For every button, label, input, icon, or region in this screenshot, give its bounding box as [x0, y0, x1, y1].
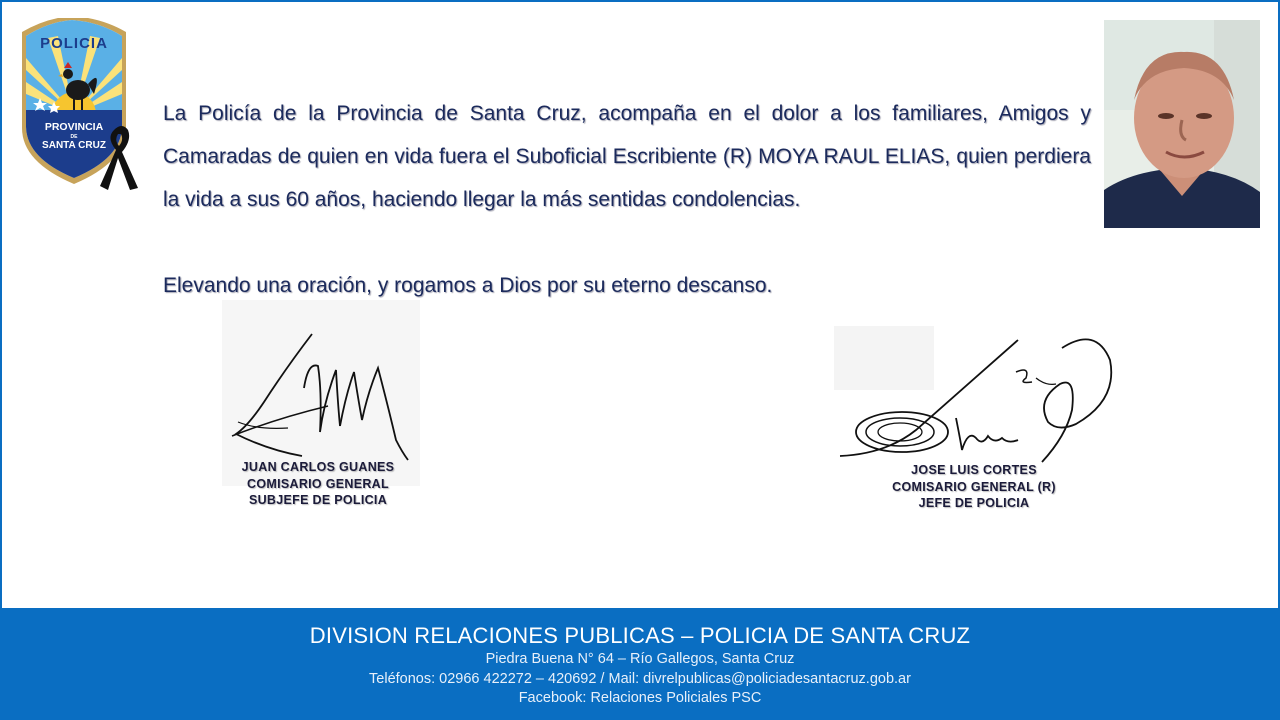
footer-address: Piedra Buena N° 64 – Río Gallegos, Santa Cruz: [485, 651, 795, 667]
signatory-left: [218, 459, 418, 509]
logo-bottom-line2: DE: [70, 134, 78, 140]
message-paragraph-1: La Policía de la Provincia de Santa Cruz, acompaña en el dolor a los familiares, Amigos y Camaradas de quien en vida fuera el Suboficial Escribiente (R) MOYA RAUL ELIAS, quien perdiera la vida a sus 60 años, haciendo llegar la más sentidas condolencias.: [163, 102, 1091, 211]
condolence-message: [163, 92, 1091, 307]
signatory-right: [864, 462, 1084, 512]
signatory-right-rank: COMISARIO GENERAL (R): [892, 479, 1056, 494]
signatory-left-rank: COMISARIO GENERAL: [247, 476, 389, 491]
message-paragraph-2: Elevando una oración, y rogamos a Dios por su eterno descanso.: [163, 274, 773, 297]
portrait-photo: [1104, 20, 1260, 228]
logo-bottom-line1: PROVINCIA: [44, 121, 104, 133]
signatory-left-name: JUAN CARLOS GUANES: [241, 460, 395, 474]
footer-facebook: Facebook: Relaciones Policiales PSC: [518, 690, 762, 706]
footer-contact: Teléfonos: 02966 422272 – 420692 / Mail: divrelpublicas@policiadesantacruz.gob.ar: [369, 671, 911, 687]
signatory-left-role: SUBJEFE DE POLICIA: [248, 493, 388, 507]
logo-top-text: POLICIA: [40, 35, 108, 52]
footer-bar: [0, 608, 1280, 720]
signature-left: [228, 322, 418, 462]
logo-bottom-line3: SANTA CRUZ: [42, 140, 106, 151]
footer-title: DIVISION RELACIONES PUBLICAS – POLICIA DE SANTA CRUZ: [309, 623, 971, 648]
signatory-right-name: JOSE LUIS CORTES: [911, 463, 1037, 477]
signature-right: [836, 326, 1126, 466]
signatory-right-role: JEFE DE POLICIA: [918, 496, 1030, 510]
police-logo: [18, 18, 140, 194]
